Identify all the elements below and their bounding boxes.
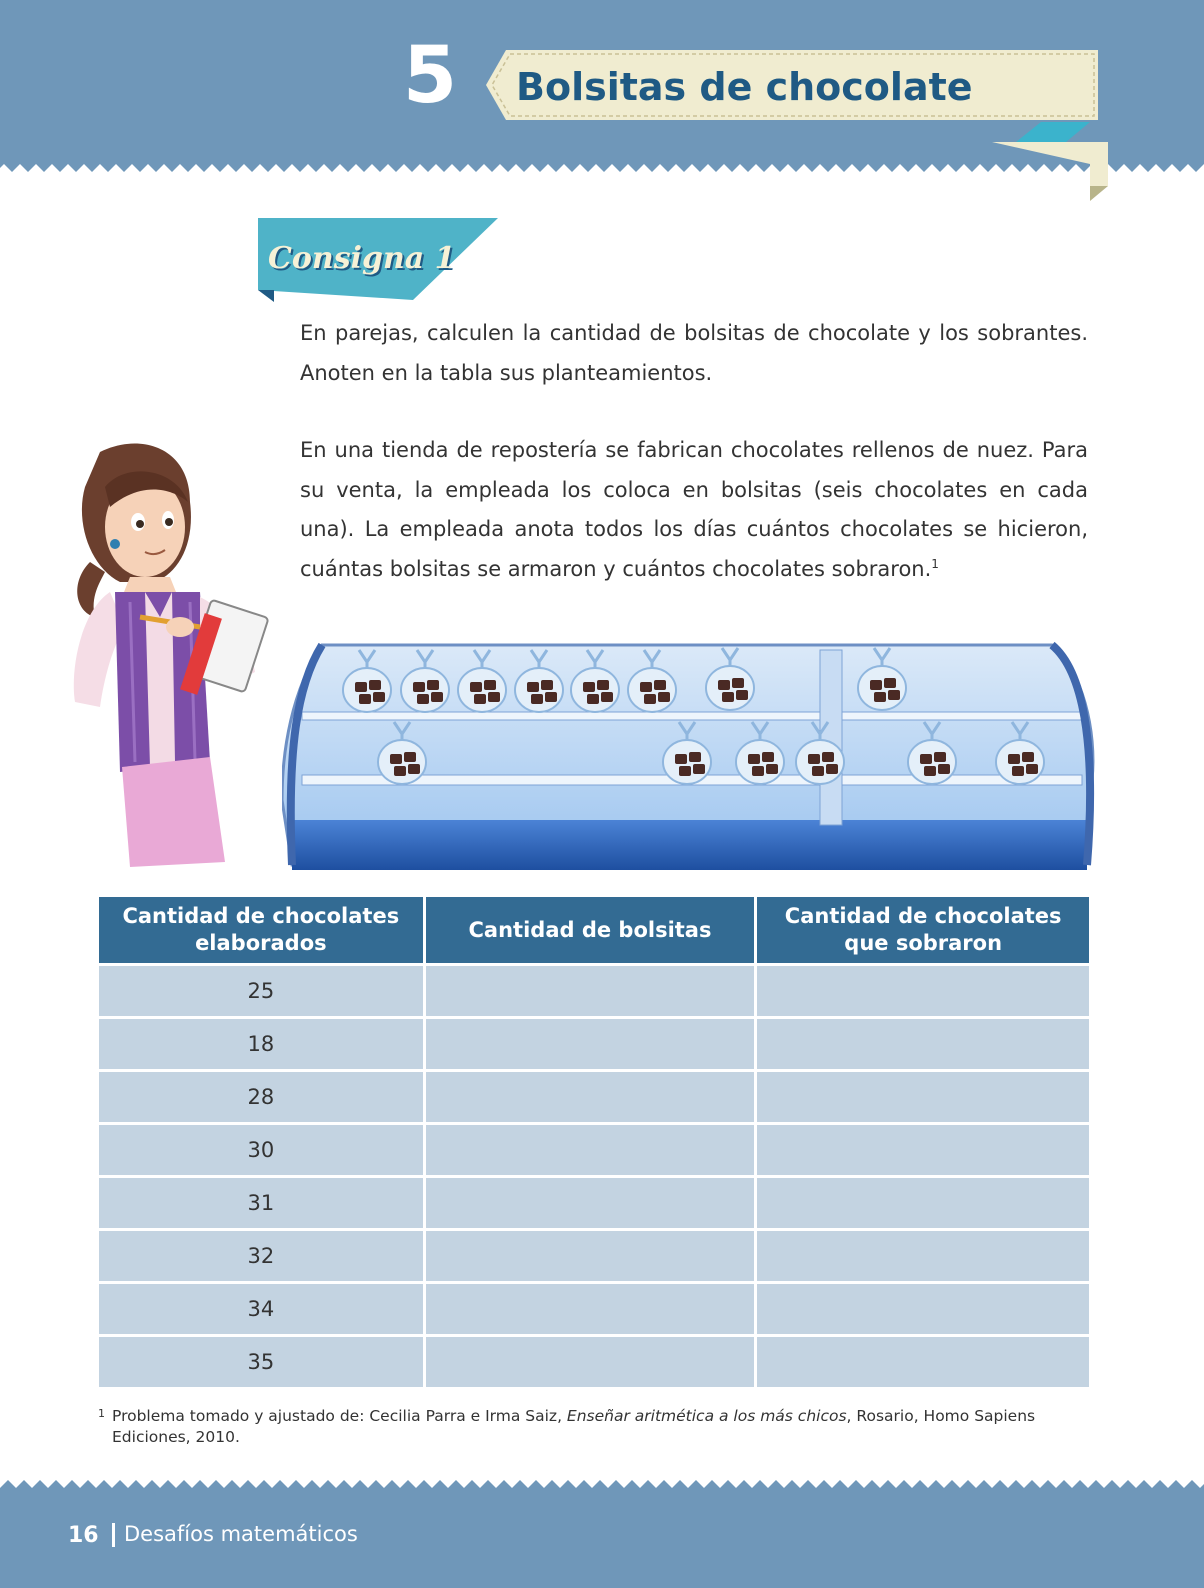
cell-bolsitas[interactable] xyxy=(426,1178,758,1231)
cell-elaborados: 30 xyxy=(99,1125,426,1178)
header-sobraron: Cantidad de chocolates que sobraron xyxy=(757,897,1089,966)
cell-elaborados: 35 xyxy=(99,1337,426,1390)
footnote-reference: 1 xyxy=(931,556,939,571)
cell-elaborados: 28 xyxy=(99,1072,426,1125)
problem-body: En una tienda de repostería se fabrican chocolates rellenos de nuez. Para su venta, la empleada los coloca en bolsitas (seis chocolates en cada una). La empleada anota todos los días cuántos chocolates se hicieron, cuántas bolsitas se armaron y cuántos chocolates sobraron. xyxy=(300,438,1088,581)
cell-bolsitas[interactable] xyxy=(426,1125,758,1178)
cell-elaborados: 34 xyxy=(99,1284,426,1337)
chocolate-table xyxy=(99,897,1089,1390)
table-row xyxy=(99,1019,1089,1072)
cell-sobraron[interactable] xyxy=(757,1231,1089,1284)
table-row xyxy=(99,1178,1089,1231)
footnote-book-title: Enseñar aritmética a los más chicos xyxy=(566,1407,847,1425)
table-header-row xyxy=(99,897,1089,966)
cell-sobraron[interactable] xyxy=(757,1125,1089,1178)
cell-sobraron[interactable] xyxy=(757,1178,1089,1231)
header-bolsitas: Cantidad de bolsitas xyxy=(426,897,758,966)
cell-bolsitas[interactable] xyxy=(426,1019,758,1072)
cell-bolsitas[interactable] xyxy=(426,1284,758,1337)
lesson-title: Bolsitas de chocolate xyxy=(516,65,973,109)
cell-bolsitas[interactable] xyxy=(426,1072,758,1125)
cell-elaborados: 32 xyxy=(99,1231,426,1284)
cell-elaborados: 31 xyxy=(99,1178,426,1231)
cell-elaborados: 25 xyxy=(99,966,426,1019)
cell-sobraron[interactable] xyxy=(757,1072,1089,1125)
cell-sobraron[interactable] xyxy=(757,1284,1089,1337)
table-row xyxy=(99,1337,1089,1390)
cell-sobraron[interactable] xyxy=(757,1019,1089,1072)
cell-bolsitas[interactable] xyxy=(426,966,758,1019)
consigna-label: Consigna 1 xyxy=(268,241,456,276)
showcase-illustration xyxy=(282,640,1112,890)
cell-sobraron[interactable] xyxy=(757,966,1089,1019)
table-row xyxy=(99,1072,1089,1125)
cell-elaborados: 18 xyxy=(99,1019,426,1072)
book-title: Desafíos matemáticos xyxy=(124,1522,358,1546)
page-number: 16 xyxy=(68,1523,99,1548)
footnote-text-after: , Rosario, Homo Sapiens Ediciones, 2010. xyxy=(112,1407,1036,1446)
problem-text xyxy=(300,431,1088,589)
table-row xyxy=(99,966,1089,1019)
table-row xyxy=(99,1125,1089,1178)
cell-sobraron[interactable] xyxy=(757,1337,1089,1390)
footnote-text-before: Problema tomado y ajustado de: Cecilia Parra e Irma Saiz, xyxy=(112,1407,567,1425)
instruction-text: En parejas, calculen la cantidad de bolsitas de chocolate y los sobrantes. Anoten en la tabla sus planteamientos. xyxy=(300,321,1088,385)
table-row xyxy=(99,1284,1089,1337)
footnote-number: 1 xyxy=(98,1407,105,1420)
lesson-number: 5 xyxy=(402,31,458,121)
footnote xyxy=(98,1406,1088,1448)
cell-bolsitas[interactable] xyxy=(426,1337,758,1390)
footer-separator xyxy=(112,1523,115,1547)
cell-bolsitas[interactable] xyxy=(426,1231,758,1284)
table-body xyxy=(99,966,1089,1390)
header-elaborados: Cantidad de chocolates elaborados xyxy=(99,897,426,966)
employee-illustration xyxy=(60,442,290,872)
table-row xyxy=(99,1231,1089,1284)
